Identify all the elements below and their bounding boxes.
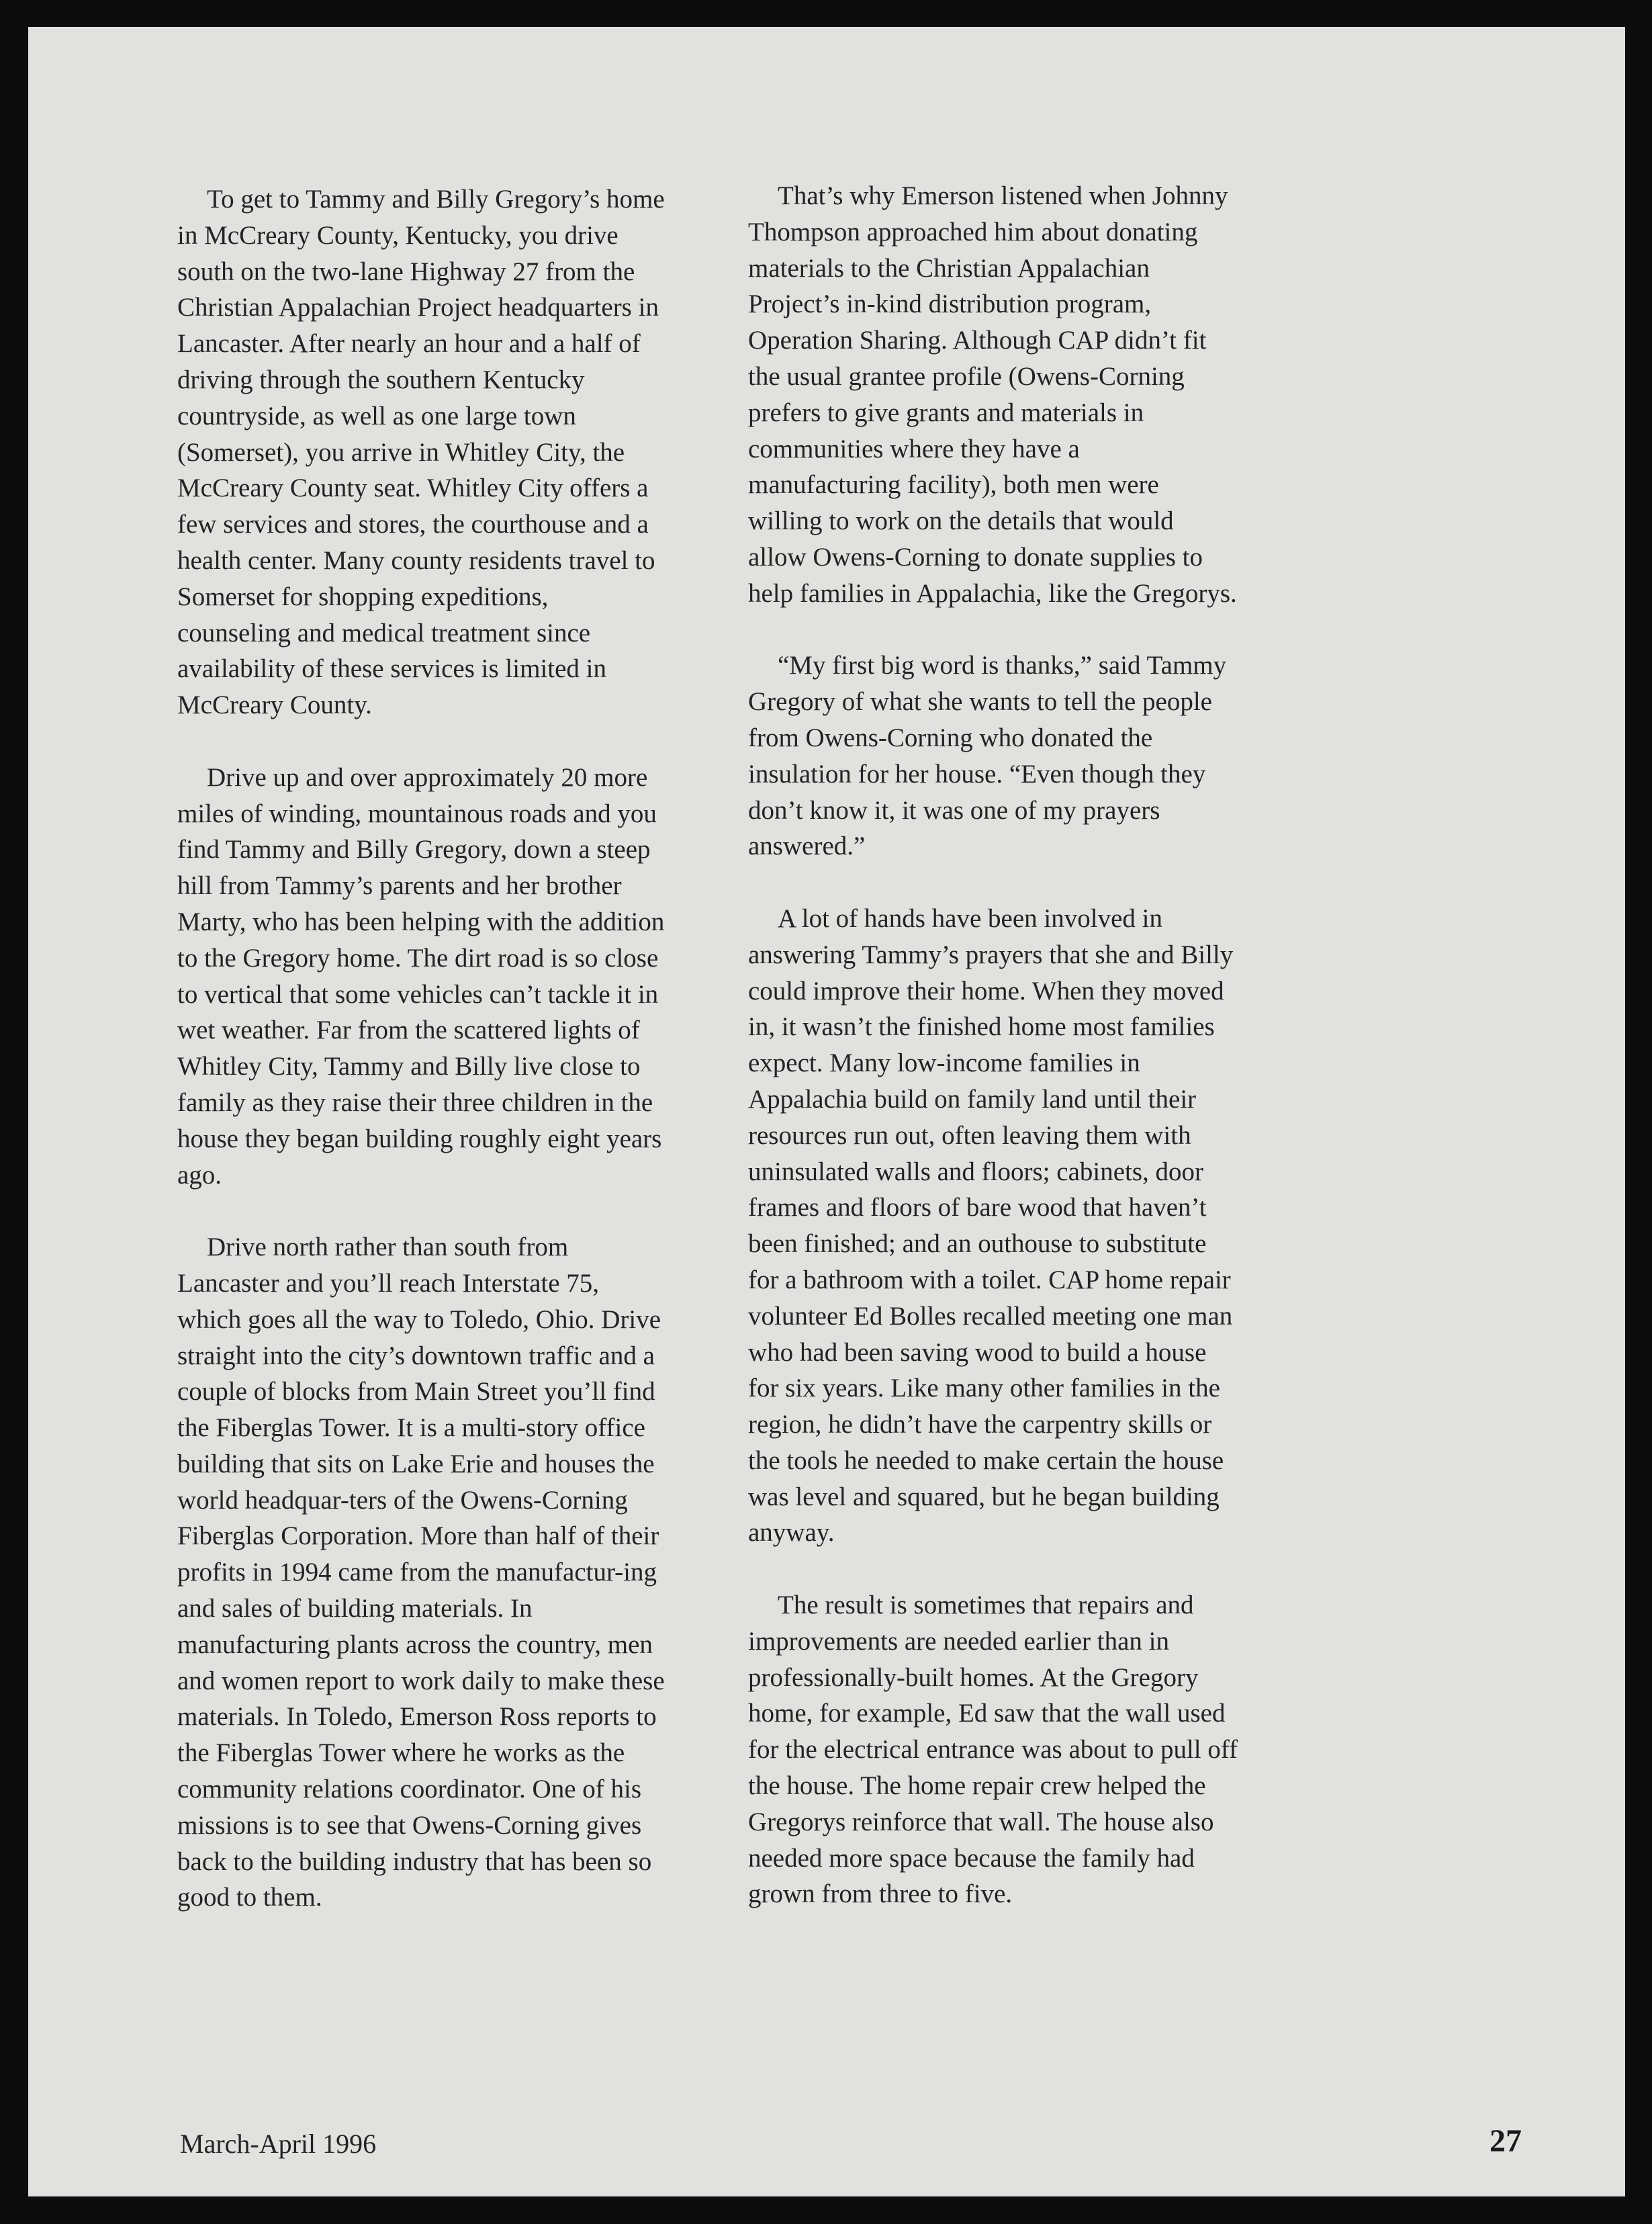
issue-date: March-April 1996 (180, 2129, 377, 2159)
paragraph: To get to Tammy and Billy Gregory’s home in McCreary County, Kentucky, you drive south on the two-lane Highway 27 from the Christian Appalachian Project headquarters in Lancaster. After nearly an hour and a half of driving through the southern Kentucky countryside, as well as one large town (Somerset), you arrive in Whitley City, the McCreary County seat. Whitley City offers a few services and stores, the courthouse and a health center. Many county residents travel to Somerset for shopping expeditions, counseling and medical treatment since availability of these services is limited in McCreary County. (177, 185, 665, 720)
page-number: 27 (1489, 2123, 1522, 2159)
paragraph: Drive up and over approximately 20 more miles of winding, mountainous roads and you find Tammy and Billy Gregory, down a steep hill from Tammy’s parents and her brother Marty, who has been helping with the addition to the Gregory home. The dirt road is so close to vertical that some vehicles can’t tackle it in wet weather. Far from the scattered lights of Whitley City, Tammy and Billy live close to family as they raise their three children in the house they began building roughly eight years ago. (177, 762, 665, 1190)
paragraph: A lot of hands have been involved in answering Tammy’s prayers that she and Billy could improve their home. When they moved in, it wasn’t the finished home most families expect. Many low-income families in Appalachia build on family land until their resources run out, often leaving them with uninsulated walls and floors; cabinets, door frames and floors of bare wood that haven’t been finished; and an outhouse to substitute for a bathroom with a toilet. CAP home repair volunteer Ed Bolles recalled meeting one man who had been saving wood to build a house for six years. Like many other families in the region, he didn’t have the carpentry skills or the tools he needed to make certain the house was level and squared, but he began building anyway. (748, 903, 1234, 1548)
paragraph: That’s why Emerson listened when Johnny Thompson approached him about donating materials to the Christian Appalachian Project’s in-kind distribution program, Operation Sharing. Although CAP didn’t fit the usual grantee profile (Owens-Corning prefers to give grants and materials in communities where they have a manufacturing facility), both men were willing to work on the details that would allow Owens-Corning to donate supplies to help families in Appalachia, like the Gregorys. (748, 181, 1237, 608)
paragraph: The result is sometimes that repairs and improvements are needed earlier than in professionally-built homes. At the Gregory home, for example, Ed saw that the wall used for the electrical entrance was about to pull off the house. The home repair crew helped the Gregorys reinforce that wall. The house also needed more space because the family had grown from three to five. (748, 1591, 1238, 1909)
magazine-page (28, 27, 1625, 2196)
paragraph: “My first big word is thanks,” said Tammy Gregory of what she wants to tell the people from Owens-Corning who donated the insulation for her house. “Even though they don’t know it, it was one of my prayers answered.” (748, 651, 1227, 861)
left-column (177, 181, 668, 1916)
right-column (748, 178, 1238, 1912)
paragraph: Drive north rather than south from Lancaster and you’ll reach Interstate 75, which goes all the way to Toledo, Ohio. Drive straight into the city’s downtown traffic and a couple of blocks from Main Street you’ll find the Fiberglas Tower. It is a multi-story office building that sits on Lake Erie and houses the world headquar-ters of the Owens-Corning Fiberglas Corporation. More than half of their profits in 1994 came from the manufactur-ing and sales of building materials. In manufacturing plants across the country, men and women report to work daily to make these materials. In Toledo, Emerson Ross reports to the Fiberglas Tower where he works as the community relations coordinator. One of his missions is to see that Owens-Corning gives back to the building industry that has been so good to them. (177, 1233, 665, 1912)
